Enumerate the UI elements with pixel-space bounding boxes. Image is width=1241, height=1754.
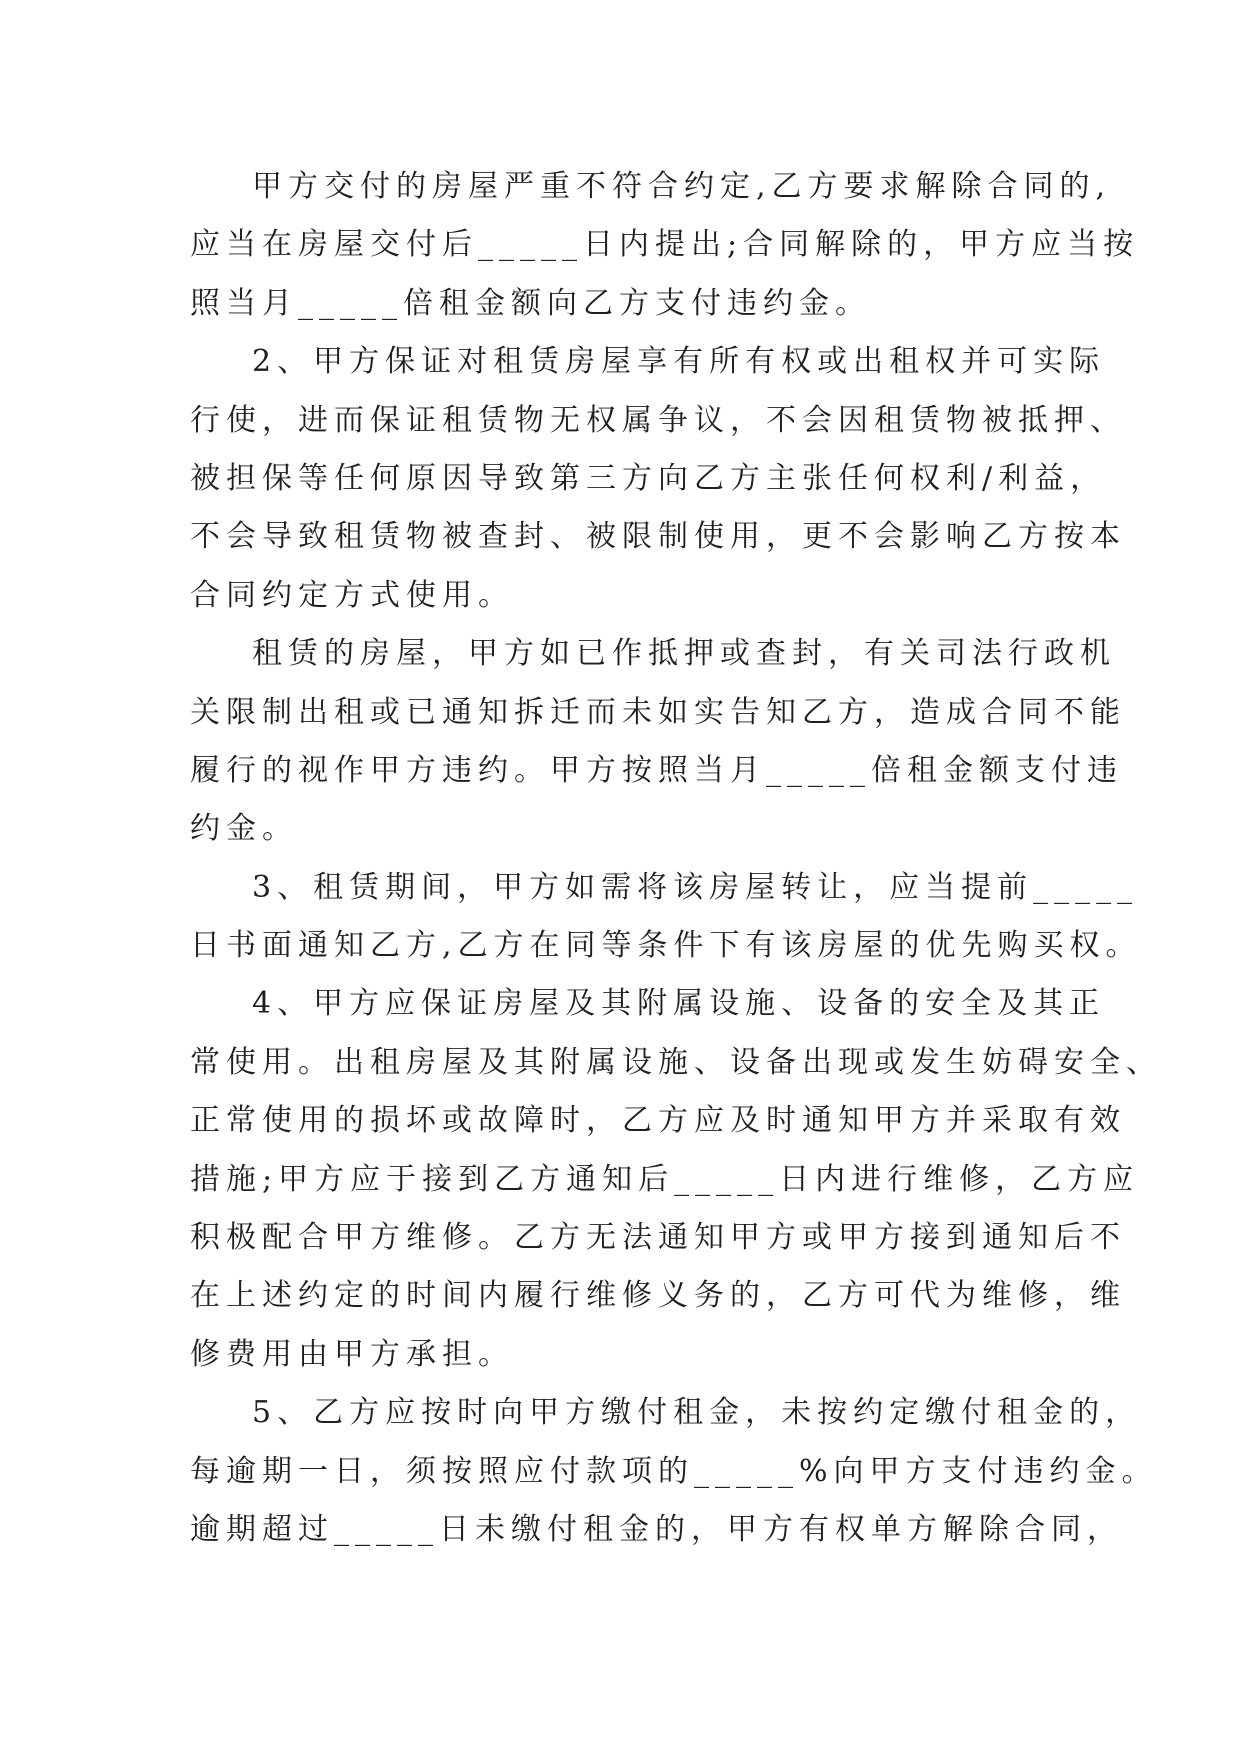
text-line: 5、乙方应按时向甲方缴付租金，未按约定缴付租金的，	[252, 1395, 1142, 1431]
text-line: 行使，进而保证租赁物无权属争议，不会因租赁物被抵押、	[190, 402, 1126, 438]
text-line: 被担保等任何原因导致第三方向乙方主张任何权利/利益，	[190, 460, 1107, 496]
text-line: 措施;甲方应于接到乙方通知后_____日内进行维修，乙方应	[190, 1161, 1140, 1197]
paragraph	[190, 625, 1126, 859]
text-line: 积极配合甲方维修。乙方无法通知甲方或甲方接到通知后不	[190, 1220, 1126, 1256]
text-line: 不会导致租赁物被查封、被限制使用，更不会影响乙方按本	[190, 519, 1126, 555]
text-line: 4、甲方应保证房屋及其附属设施、设备的安全及其正	[252, 986, 1106, 1022]
text-line: 租赁的房屋，甲方如已作抵押或查封，有关司法行政机	[252, 636, 1116, 672]
text-line: 常使用。出租房屋及其附属设施、设备出现或发生妨碍安全、	[190, 1044, 1162, 1080]
text-line: 2、甲方保证对租赁房屋享有所有权或出租权并可实际	[252, 344, 1106, 380]
paragraph	[190, 859, 1142, 976]
text-line: 关限制出租或已通知拆迁而未如实告知乙方，造成合同不能	[190, 694, 1126, 730]
text-line: 合同约定方式使用。	[190, 577, 514, 613]
text-line: 甲方交付的房屋严重不符合约定,乙方要求解除合同的,	[252, 169, 1112, 204]
paragraph	[190, 333, 1126, 625]
text-line: 3、租赁期间，甲方如需将该房屋转让，应当提前_____	[252, 869, 1139, 905]
text-line: 正常使用的损坏或故障时，乙方应及时通知甲方并采取有效	[190, 1103, 1126, 1139]
text-line: 约金。	[190, 811, 298, 847]
paragraph	[190, 158, 1140, 333]
paragraph	[190, 1384, 1158, 1559]
text-line: 在上述约定的时间内履行维修义务的，乙方可代为维修，维	[190, 1278, 1126, 1314]
text-line: 履行的视作甲方违约。甲方按照当月_____倍租金额支付违	[190, 752, 1123, 788]
paragraph	[190, 975, 1162, 1384]
text-line: 照当月_____倍租金额向乙方支付违约金。	[190, 285, 871, 321]
text-line: 日书面通知乙方,乙方在同等条件下有该房屋的优先购买权。	[190, 928, 1142, 964]
document-body	[190, 158, 1162, 1559]
text-line: 每逾期一日，须按照应付款项的_____%向甲方支付违约金。	[190, 1453, 1158, 1489]
text-line: 修费用由甲方承担。	[190, 1336, 514, 1372]
text-line: 应当在房屋交付后_____日内提出;合同解除的，甲方应当按	[190, 227, 1140, 263]
text-line: 逾期超过_____日未缴付租金的，甲方有权单方解除合同，	[190, 1511, 1123, 1547]
